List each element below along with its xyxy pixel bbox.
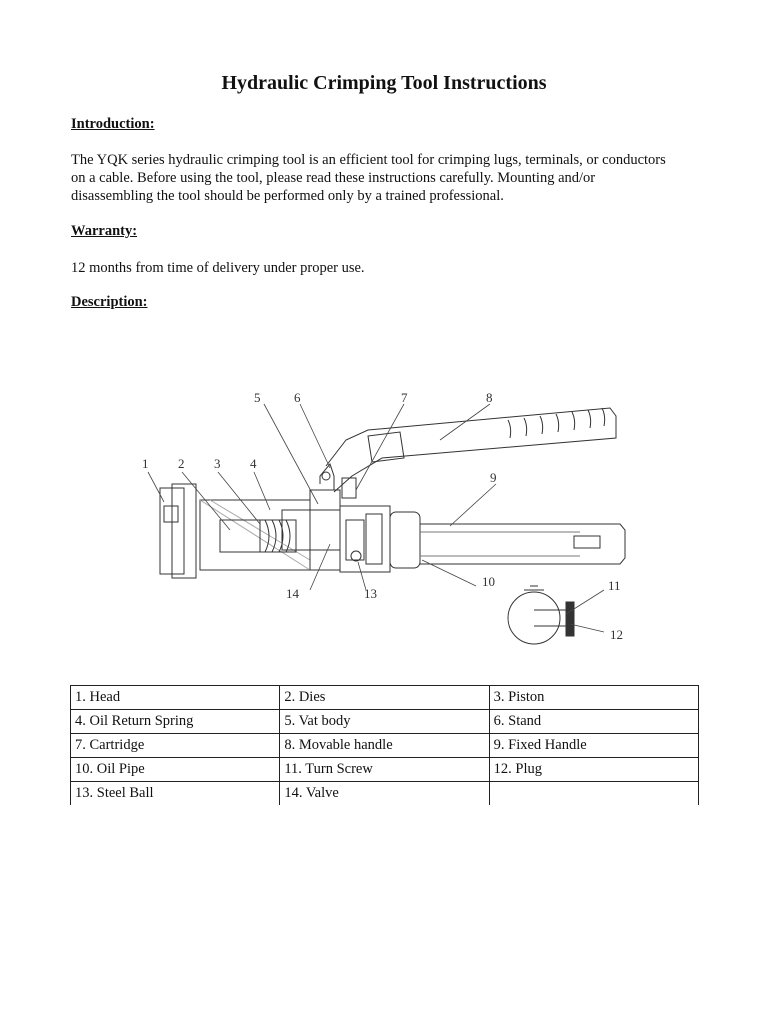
table-cell: 14. Valve (280, 782, 489, 806)
callout-11: 11 (608, 578, 621, 593)
tool-head-drawing (160, 484, 340, 578)
table-row (71, 710, 699, 734)
document-title: Hydraulic Crimping Tool Instructions (221, 72, 547, 94)
introduction-heading: Introduction: (71, 116, 155, 132)
description-heading: Description: (71, 294, 148, 310)
callout-6: 6 (294, 390, 301, 405)
callout-5: 5 (254, 390, 261, 405)
callout-4: 4 (250, 456, 257, 471)
crimping-tool-diagram (120, 380, 640, 650)
table-cell (489, 782, 698, 806)
table-cell: 7. Cartridge (71, 734, 280, 758)
callout-3: 3 (214, 456, 221, 471)
warranty-text: 12 months from time of delivery under proper use. (71, 260, 365, 276)
table-cell: 6. Stand (489, 710, 698, 734)
callout-1: 1 (142, 456, 149, 471)
callout-2: 2 (178, 456, 185, 471)
table-cell: 13. Steel Ball (71, 782, 280, 806)
callout-9: 9 (490, 470, 497, 485)
table-cell: 4. Oil Return Spring (71, 710, 280, 734)
introduction-line-1: The YQK series hydraulic crimping tool is an efficient tool for crimping lugs, terminals, or conductors (71, 152, 666, 168)
callout-10: 10 (482, 574, 495, 589)
table-row (71, 782, 699, 806)
introduction-line-3: disassembling the tool should be performed only by a trained professional. (71, 188, 504, 204)
table-row (71, 686, 699, 710)
table-cell: 10. Oil Pipe (71, 758, 280, 782)
callout-12: 12 (610, 627, 623, 642)
table-row (71, 758, 699, 782)
parts-table (70, 685, 699, 805)
introduction-line-2: on a cable. Before using the tool, please read these instructions carefully. Mounting and/or (71, 170, 596, 186)
callout-14: 14 (286, 586, 299, 601)
table-row (71, 734, 699, 758)
movable-handle-drawing (326, 408, 616, 492)
fixed-handle-drawing (420, 524, 625, 564)
table-cell: 8. Movable handle (280, 734, 489, 758)
callout-13: 13 (364, 586, 377, 601)
table-cell: 1. Head (71, 686, 280, 710)
warranty-heading: Warranty: (71, 223, 138, 239)
turn-screw-detail-drawing (508, 586, 574, 644)
valve-body-drawing (320, 464, 420, 572)
table-cell: 3. Piston (489, 686, 698, 710)
callout-7: 7 (401, 390, 408, 405)
callout-8: 8 (486, 390, 493, 405)
table-cell: 11. Turn Screw (280, 758, 489, 782)
table-cell: 9. Fixed Handle (489, 734, 698, 758)
table-cell: 12. Plug (489, 758, 698, 782)
table-cell: 5. Vat body (280, 710, 489, 734)
table-cell: 2. Dies (280, 686, 489, 710)
